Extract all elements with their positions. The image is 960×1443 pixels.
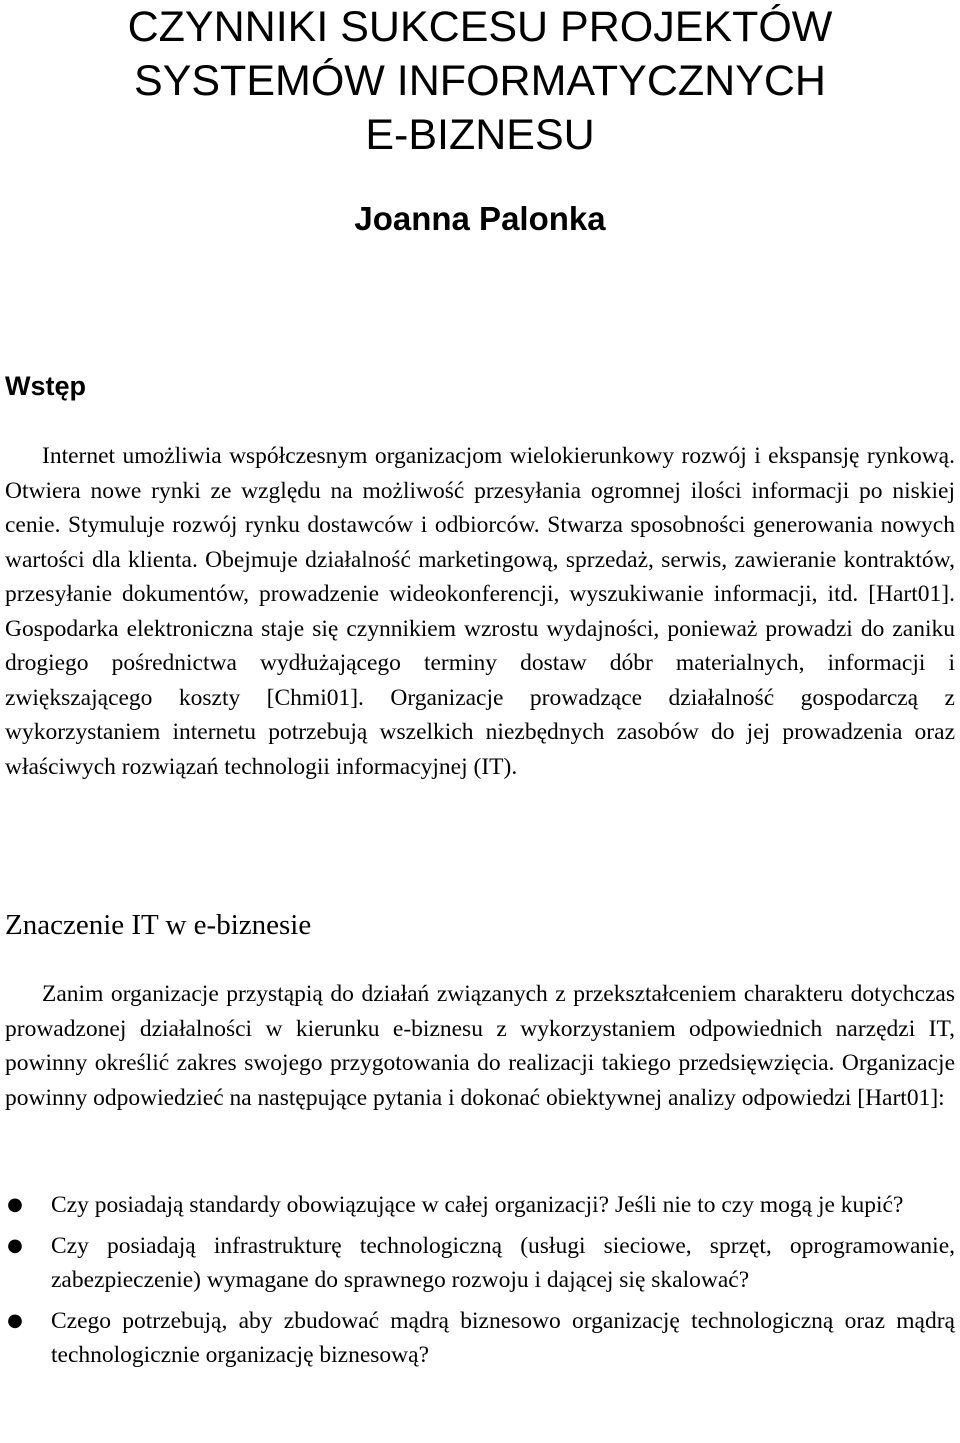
author-name: Joanna Palonka bbox=[354, 200, 606, 237]
question-list bbox=[5, 1188, 955, 1379]
it-importance-paragraph: Zanim organizacje przystąpią do działań związanych z przekształceniem charakteru dotychczas prowadzonej działalności w kierunku e-biznesu z wykorzystaniem odpowiednich narzędzi IT, powinny określić zakres swojego przygotowania do realizacji takiego przedsięwzięcia. Organizacje powinny odpowiedzieć na następujące pytania i dokonać obiektywnej analizy odpowiedzi [Hart01]: bbox=[5, 981, 955, 1111]
list-item bbox=[5, 1188, 955, 1223]
intro-paragraph: Internet umożliwia współczesnym organizacjom wielokierunkowy rozwój i ekspansję rynkową. Otwiera nowe rynki ze względu na możliwość przesyłania ogromnej ilości informacji po niskiej cenie. Stymuluje rozwój rynku dostawców i odbiorców. Stwarza sposobności generowania nowych wartości dla klienta. Obejmuje działalność marketingową, sprzedaż, serwis, zawieranie kontraktów, przesyłanie dokumentów, prowadzenie wideokonferencji, wyszukiwanie informacji, itd. [Hart01]. Gospodarka elektroniczna staje się czynnikiem wzrostu wydajności, ponieważ prowadzi do zaniku drogiego pośrednictwa wydłużającego terminy dostaw dóbr materialnych, informacji i zwiększającego koszty [Chmi01]. Organizacje prowadzące działalność gospodarczą z wykorzystaniem internetu potrzebują wszelkich niezbędnych zasobów do jej prowadzenia oraz właściwych rozwiązań technologii informacyjnej (IT). bbox=[5, 443, 955, 780]
bullet-icon: ● bbox=[7, 1309, 23, 1331]
section-heading-it-importance: Znaczenie IT w e-biznesie bbox=[5, 909, 312, 941]
list-item bbox=[5, 1229, 955, 1298]
document-title bbox=[0, 0, 960, 162]
list-item-text: Czy posiadają standardy obowiązujące w całej organizacji? Jeśli nie to czy mogą je kupić? bbox=[51, 1192, 904, 1218]
bullet-icon: ● bbox=[7, 1234, 23, 1256]
title-line-3: E-BIZNESU bbox=[365, 111, 595, 159]
bullet-icon: ● bbox=[7, 1194, 23, 1215]
title-line-2: SYSTEMÓW INFORMATYCZNYCH bbox=[134, 57, 826, 105]
section-heading-intro: Wstęp bbox=[5, 371, 86, 401]
list-item bbox=[5, 1304, 955, 1373]
list-item-text: Czy posiadają infrastrukturę technologiczną (usługi sieciowe, sprzęt, oprogramowanie, zabezpieczenie) wymagane do sprawnego rozwoju i dającej się skalować? bbox=[51, 1232, 955, 1293]
list-item-text: Czego potrzebują, aby zbudować mądrą biznesowo organizację technologiczną oraz mądrą technologicznie organizację biznesową? bbox=[51, 1307, 955, 1368]
title-line-1: CZYNNIKI SUKCESU PROJEKTÓW bbox=[127, 3, 833, 51]
